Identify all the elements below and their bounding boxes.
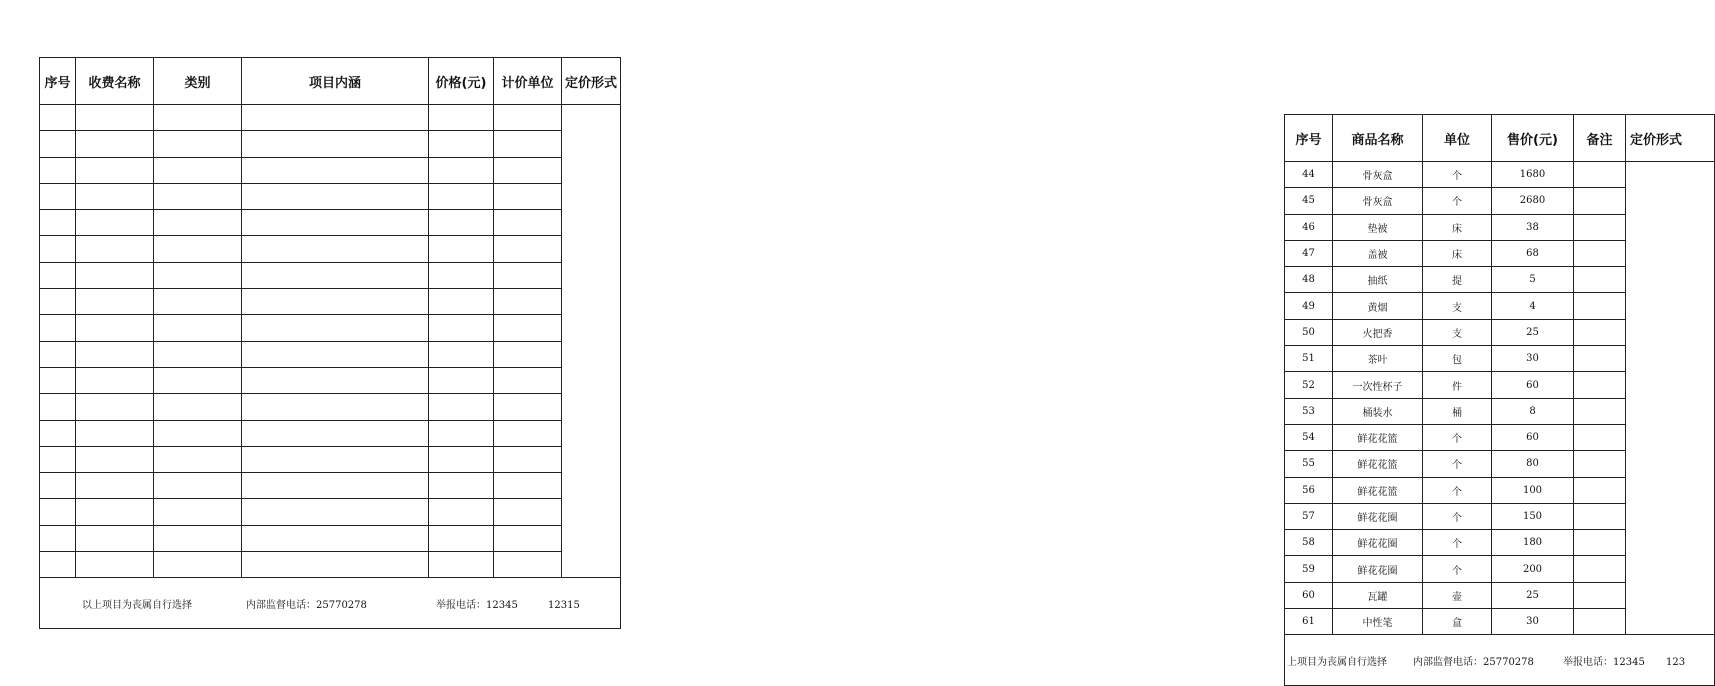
table-cell xyxy=(40,105,76,131)
cell-remark xyxy=(1574,451,1626,477)
cell-price: 60 xyxy=(1492,424,1574,450)
col-header-category: 类别 xyxy=(154,58,242,105)
table-cell xyxy=(429,499,494,525)
table-cell xyxy=(429,105,494,131)
right-footer-row xyxy=(1285,635,1715,686)
table-cell xyxy=(76,473,154,499)
col-header-seq: 序号 xyxy=(40,58,76,105)
table-row xyxy=(40,552,621,578)
table-cell xyxy=(429,131,494,157)
cell-name: 桶装水 xyxy=(1333,398,1423,424)
table-row xyxy=(40,236,621,262)
table-cell xyxy=(242,236,429,262)
footer-supervision-phone: 内部监督电话：25770278 xyxy=(246,599,367,611)
table-cell xyxy=(40,183,76,209)
cell-price: 80 xyxy=(1492,451,1574,477)
cell-price: 150 xyxy=(1492,503,1574,529)
cell-no: 57 xyxy=(1285,503,1333,529)
table-cell xyxy=(494,131,562,157)
cell-unit: 个 xyxy=(1423,424,1492,450)
cell-unit: 支 xyxy=(1423,293,1492,319)
left-fee-table xyxy=(39,57,621,629)
cell-remark xyxy=(1574,240,1626,266)
cell-no: 60 xyxy=(1285,582,1333,608)
left-header-row xyxy=(40,58,621,105)
cell-name: 鲜花花篮 xyxy=(1333,424,1423,450)
table-cell xyxy=(494,499,562,525)
table-cell xyxy=(494,262,562,288)
cell-name: 鲜花花圈 xyxy=(1333,556,1423,582)
table-cell xyxy=(494,525,562,551)
col-header-pricing-form: 定价形式 xyxy=(1626,115,1715,162)
table-cell xyxy=(76,394,154,420)
table-cell xyxy=(76,525,154,551)
cell-no: 46 xyxy=(1285,214,1333,240)
table-cell xyxy=(40,446,76,472)
cell-name: 垫被 xyxy=(1333,214,1423,240)
table-cell xyxy=(429,157,494,183)
table-cell xyxy=(494,552,562,578)
cell-remark xyxy=(1574,503,1626,529)
table-cell xyxy=(76,131,154,157)
cell-unit: 个 xyxy=(1423,451,1492,477)
table-cell xyxy=(76,420,154,446)
cell-name: 茶叶 xyxy=(1333,346,1423,372)
table-cell xyxy=(494,289,562,315)
table-cell xyxy=(494,183,562,209)
cell-price: 60 xyxy=(1492,372,1574,398)
cell-remark xyxy=(1574,293,1626,319)
table-cell xyxy=(154,315,242,341)
cell-unit: 包 xyxy=(1423,346,1492,372)
table-row xyxy=(40,499,621,525)
cell-no: 47 xyxy=(1285,240,1333,266)
table-cell xyxy=(40,341,76,367)
cell-unit: 床 xyxy=(1423,240,1492,266)
cell-no: 50 xyxy=(1285,319,1333,345)
cell-remark xyxy=(1574,214,1626,240)
cell-price: 200 xyxy=(1492,556,1574,582)
table-cell xyxy=(40,131,76,157)
cell-price: 30 xyxy=(1492,609,1574,635)
table-cell xyxy=(429,262,494,288)
left-footer-row xyxy=(40,578,621,629)
right-goods-table xyxy=(1284,114,1715,686)
cell-no: 51 xyxy=(1285,346,1333,372)
table-cell xyxy=(76,341,154,367)
table-cell xyxy=(154,525,242,551)
cell-name: 骨灰盒 xyxy=(1333,162,1423,188)
table-cell xyxy=(40,262,76,288)
cell-remark xyxy=(1574,424,1626,450)
table-row xyxy=(40,367,621,393)
cell-price: 4 xyxy=(1492,293,1574,319)
table-cell xyxy=(242,262,429,288)
cell-remark xyxy=(1574,398,1626,424)
table-row xyxy=(40,446,621,472)
table-cell xyxy=(76,367,154,393)
table-cell xyxy=(154,210,242,236)
pricing-form-merged-cell xyxy=(562,105,621,499)
table-cell xyxy=(242,446,429,472)
cell-name: 中性笔 xyxy=(1333,609,1423,635)
table-cell xyxy=(40,157,76,183)
table-cell xyxy=(429,315,494,341)
table-row xyxy=(40,341,621,367)
cell-remark xyxy=(1574,162,1626,188)
cell-no: 53 xyxy=(1285,398,1333,424)
cell-name: 火把香 xyxy=(1333,319,1423,345)
cell-unit: 个 xyxy=(1423,556,1492,582)
cell-price: 38 xyxy=(1492,214,1574,240)
cell-no: 56 xyxy=(1285,477,1333,503)
table-cell xyxy=(562,552,621,578)
table-cell xyxy=(154,552,242,578)
cell-remark xyxy=(1574,582,1626,608)
cell-name: 瓦罐 xyxy=(1333,582,1423,608)
table-row xyxy=(40,157,621,183)
cell-price: 8 xyxy=(1492,398,1574,424)
cell-remark xyxy=(1574,319,1626,345)
table-cell xyxy=(494,341,562,367)
cell-price: 180 xyxy=(1492,530,1574,556)
table-cell xyxy=(494,210,562,236)
col-header-sale-price: 售价(元) xyxy=(1492,115,1574,162)
table-cell xyxy=(154,262,242,288)
cell-no: 61 xyxy=(1285,609,1333,635)
table-cell xyxy=(429,183,494,209)
table-cell xyxy=(242,157,429,183)
table-row xyxy=(40,210,621,236)
cell-no: 55 xyxy=(1285,451,1333,477)
cell-unit: 个 xyxy=(1423,162,1492,188)
cell-price: 1680 xyxy=(1492,162,1574,188)
cell-price: 100 xyxy=(1492,477,1574,503)
table-cell xyxy=(76,289,154,315)
table-cell xyxy=(494,394,562,420)
cell-name: 抽纸 xyxy=(1333,267,1423,293)
table-cell xyxy=(154,131,242,157)
col-header-remark: 备注 xyxy=(1574,115,1626,162)
table-cell xyxy=(40,499,76,525)
table-cell xyxy=(154,367,242,393)
table-cell xyxy=(494,315,562,341)
table-cell xyxy=(76,262,154,288)
table-cell xyxy=(154,105,242,131)
table-cell xyxy=(429,552,494,578)
table-cell xyxy=(429,289,494,315)
right-table-clip xyxy=(642,57,1686,668)
table-cell xyxy=(40,552,76,578)
table-cell xyxy=(154,341,242,367)
table-cell xyxy=(242,315,429,341)
cell-remark xyxy=(1574,609,1626,635)
table-cell xyxy=(76,446,154,472)
cell-remark xyxy=(1574,530,1626,556)
table-cell xyxy=(76,105,154,131)
footer-report-phone-2: 12315 xyxy=(548,599,580,611)
table-cell xyxy=(154,394,242,420)
col-header-goods-name: 商品名称 xyxy=(1333,115,1423,162)
table-cell xyxy=(429,236,494,262)
table-cell xyxy=(242,210,429,236)
table-row xyxy=(40,105,621,131)
cell-no: 44 xyxy=(1285,162,1333,188)
cell-unit: 支 xyxy=(1423,319,1492,345)
cell-unit: 件 xyxy=(1423,372,1492,398)
footer-report-phone-2: 123 xyxy=(1666,656,1686,668)
footer-report-phone: 举报电话：12345 xyxy=(1563,656,1645,668)
cell-unit: 桶 xyxy=(1423,398,1492,424)
table-cell xyxy=(494,367,562,393)
table-cell xyxy=(154,157,242,183)
table-cell xyxy=(429,525,494,551)
cell-name: 一次性杯子 xyxy=(1333,372,1423,398)
col-header-content: 项目内涵 xyxy=(242,58,429,105)
table-cell xyxy=(154,420,242,446)
table-cell xyxy=(154,289,242,315)
cell-price: 2680 xyxy=(1492,188,1574,214)
table-cell xyxy=(76,210,154,236)
cell-no: 52 xyxy=(1285,372,1333,398)
table-cell xyxy=(494,236,562,262)
cell-name: 骨灰盒 xyxy=(1333,188,1423,214)
cell-unit: 个 xyxy=(1423,188,1492,214)
table-row xyxy=(40,473,621,499)
table-cell xyxy=(242,131,429,157)
table-cell xyxy=(40,394,76,420)
cell-name: 鲜花花圈 xyxy=(1333,503,1423,529)
cell-remark xyxy=(1574,556,1626,582)
table-cell xyxy=(76,499,154,525)
table-cell xyxy=(76,315,154,341)
cell-price: 25 xyxy=(1492,319,1574,345)
cell-name: 盖被 xyxy=(1333,240,1423,266)
cell-remark xyxy=(1574,477,1626,503)
cell-unit: 床 xyxy=(1423,214,1492,240)
table-cell xyxy=(242,105,429,131)
cell-remark xyxy=(1574,346,1626,372)
table-cell xyxy=(40,473,76,499)
table-row xyxy=(40,525,621,551)
table-cell xyxy=(154,473,242,499)
cell-price: 68 xyxy=(1492,240,1574,266)
footer-supervision-phone: 内部监督电话：25770278 xyxy=(1413,656,1534,668)
table-row xyxy=(40,420,621,446)
cell-no: 59 xyxy=(1285,556,1333,582)
cell-name: 鲜花花篮 xyxy=(1333,451,1423,477)
table-cell xyxy=(494,446,562,472)
col-header-fee-name: 收费名称 xyxy=(76,58,154,105)
table-cell xyxy=(429,367,494,393)
left-footer xyxy=(40,578,621,629)
cell-unit: 提 xyxy=(1423,267,1492,293)
cell-no: 48 xyxy=(1285,267,1333,293)
cell-unit: 个 xyxy=(1423,477,1492,503)
table-cell xyxy=(242,420,429,446)
table-cell xyxy=(242,289,429,315)
cell-unit: 个 xyxy=(1423,503,1492,529)
table-cell xyxy=(242,341,429,367)
cell-no: 49 xyxy=(1285,293,1333,319)
table-row xyxy=(40,289,621,315)
pricing-form-merged-cell xyxy=(1626,162,1715,635)
cell-remark xyxy=(1574,188,1626,214)
table-cell xyxy=(429,341,494,367)
cell-unit: 壶 xyxy=(1423,582,1492,608)
cell-no: 54 xyxy=(1285,424,1333,450)
col-header-pricing-form: 定价形式 xyxy=(562,58,621,105)
table-cell xyxy=(429,446,494,472)
table-cell xyxy=(40,315,76,341)
cell-no: 58 xyxy=(1285,530,1333,556)
table-cell xyxy=(494,473,562,499)
table-cell xyxy=(242,367,429,393)
table-row xyxy=(40,131,621,157)
table-cell xyxy=(76,183,154,209)
table-cell xyxy=(154,183,242,209)
table-row xyxy=(1285,162,1715,188)
cell-remark xyxy=(1574,267,1626,293)
table-cell xyxy=(494,105,562,131)
table-row xyxy=(40,394,621,420)
table-cell xyxy=(76,236,154,262)
table-cell xyxy=(242,525,429,551)
table-cell xyxy=(40,525,76,551)
table-cell xyxy=(429,473,494,499)
table-cell xyxy=(76,552,154,578)
table-cell xyxy=(40,420,76,446)
table-cell xyxy=(562,525,621,551)
table-cell xyxy=(242,183,429,209)
cell-price: 5 xyxy=(1492,267,1574,293)
table-cell xyxy=(242,499,429,525)
table-cell xyxy=(242,394,429,420)
table-cell xyxy=(562,499,621,525)
cell-price: 25 xyxy=(1492,582,1574,608)
col-header-price: 价格(元) xyxy=(429,58,494,105)
right-footer xyxy=(1285,635,1715,686)
col-header-unit: 计价单位 xyxy=(494,58,562,105)
cell-price: 30 xyxy=(1492,346,1574,372)
table-cell xyxy=(429,420,494,446)
table-row xyxy=(40,262,621,288)
table-cell xyxy=(242,552,429,578)
cell-remark xyxy=(1574,372,1626,398)
footer-report-phone: 举报电话：12345 xyxy=(436,599,518,611)
table-cell xyxy=(40,289,76,315)
cell-no: 45 xyxy=(1285,188,1333,214)
table-cell xyxy=(154,446,242,472)
footer-note: 上项目为丧属自行选择 xyxy=(1287,656,1387,668)
table-cell xyxy=(154,236,242,262)
table-cell xyxy=(40,367,76,393)
table-cell xyxy=(40,210,76,236)
cell-unit: 个 xyxy=(1423,530,1492,556)
table-row xyxy=(40,315,621,341)
table-row xyxy=(40,183,621,209)
col-header-seq: 序号 xyxy=(1285,115,1333,162)
table-cell xyxy=(429,394,494,420)
cell-name: 鲜花花篮 xyxy=(1333,477,1423,503)
table-cell xyxy=(40,236,76,262)
cell-unit: 盒 xyxy=(1423,609,1492,635)
table-cell xyxy=(154,499,242,525)
table-cell xyxy=(494,420,562,446)
footer-note: 以上项目为丧属自行选择 xyxy=(82,599,192,611)
cell-name: 黄烟 xyxy=(1333,293,1423,319)
cell-name: 鲜花花圈 xyxy=(1333,530,1423,556)
table-cell xyxy=(494,157,562,183)
table-cell xyxy=(242,473,429,499)
table-cell xyxy=(429,210,494,236)
col-header-unit: 单位 xyxy=(1423,115,1492,162)
table-cell xyxy=(76,157,154,183)
right-header-row xyxy=(1285,115,1715,162)
